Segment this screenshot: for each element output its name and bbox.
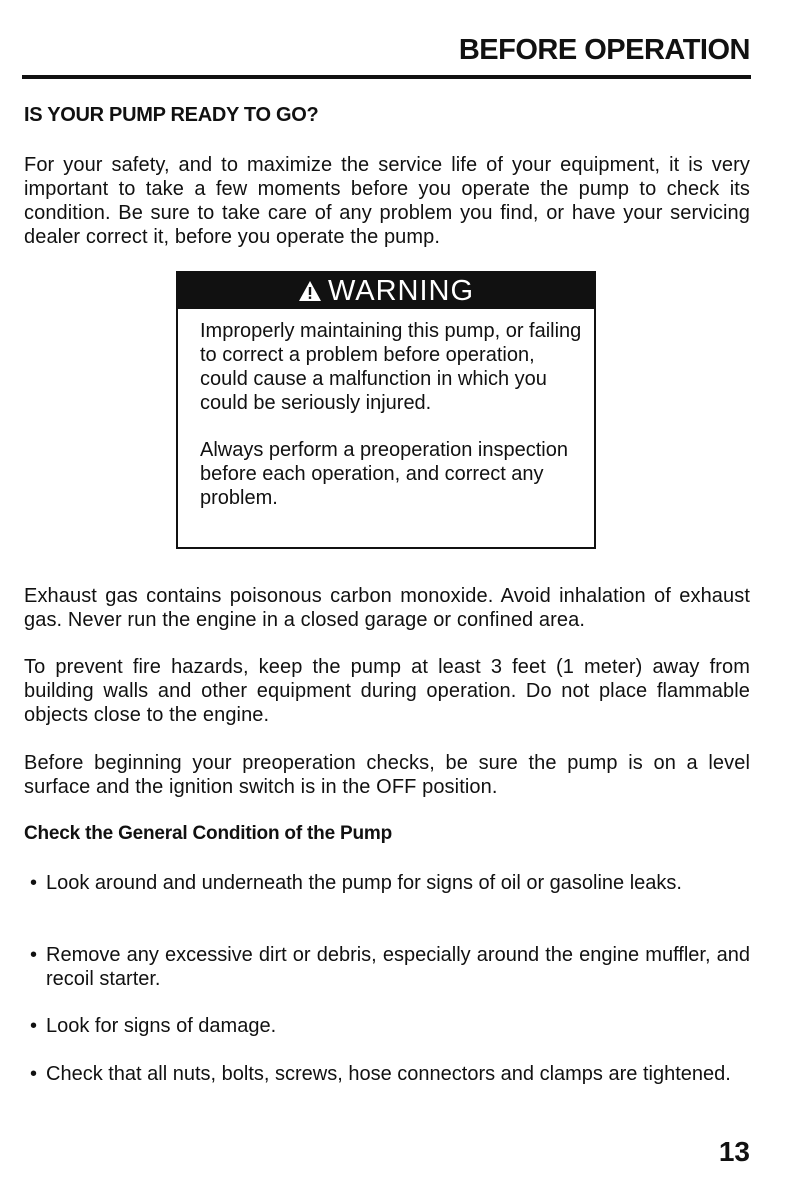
intro-paragraph: For your safety, and to maximize the service life of your equipment, it is very important to take a few moments before you operate the pump to check its condition. Be sure to take care of any problem you find, or have your servicing dealer correct it, before you operate the pump. [24, 154, 750, 248]
list-item-text: Look around and underneath the pump for signs of oil or gasoline leaks. [46, 872, 682, 894]
preparation-paragraph: Before beginning your preoperation checks, be sure the pump is on a level surface and the ignition switch is in the OFF position. [24, 752, 750, 798]
list-item [30, 1014, 750, 1038]
warning-paragraph-1: Improperly maintaining this pump, or failing to correct a problem before operation, could cause a malfunction in which you could be seriously injured. [200, 320, 582, 414]
list-item [30, 943, 750, 991]
list-item [30, 871, 750, 895]
list-item-text: Check that all nuts, bolts, screws, hose connectors and clamps are tightened. [46, 1063, 731, 1085]
bullet-icon: • [30, 1015, 38, 1037]
bullet-icon: • [30, 1063, 38, 1085]
page-number: 13 [718, 1136, 750, 1167]
fire-paragraph: To prevent fire hazards, keep the pump at least 3 feet (1 meter) away from building walls and other equipment during operation. Do not place flammable objects close to the engine. [24, 656, 750, 726]
header-rule [22, 75, 751, 79]
section-title: BEFORE OPERATION [458, 34, 750, 66]
warning-box [176, 271, 596, 549]
list-item-text: Remove any excessive dirt or debris, especially around the engine muffler, and recoil starter. [46, 944, 750, 990]
list-item-text: Look for signs of damage. [46, 1015, 277, 1037]
warning-banner [178, 273, 594, 309]
list-item [30, 1062, 750, 1086]
subheading: Check the General Condition of the Pump [24, 823, 393, 844]
warning-triangle-icon [298, 280, 322, 302]
warning-paragraph-2: Always perform a preoperation inspection before each operation, and correct any problem. [200, 439, 568, 509]
bullet-icon: • [30, 872, 38, 894]
page-heading: IS YOUR PUMP READY TO GO? [24, 104, 319, 126]
warning-title: WARNING [327, 274, 475, 307]
bullet-icon: • [30, 944, 38, 966]
exhaust-paragraph: Exhaust gas contains poisonous carbon monoxide. Avoid inhalation of exhaust gas. Never run the engine in a closed garage or confined area. [24, 585, 750, 631]
